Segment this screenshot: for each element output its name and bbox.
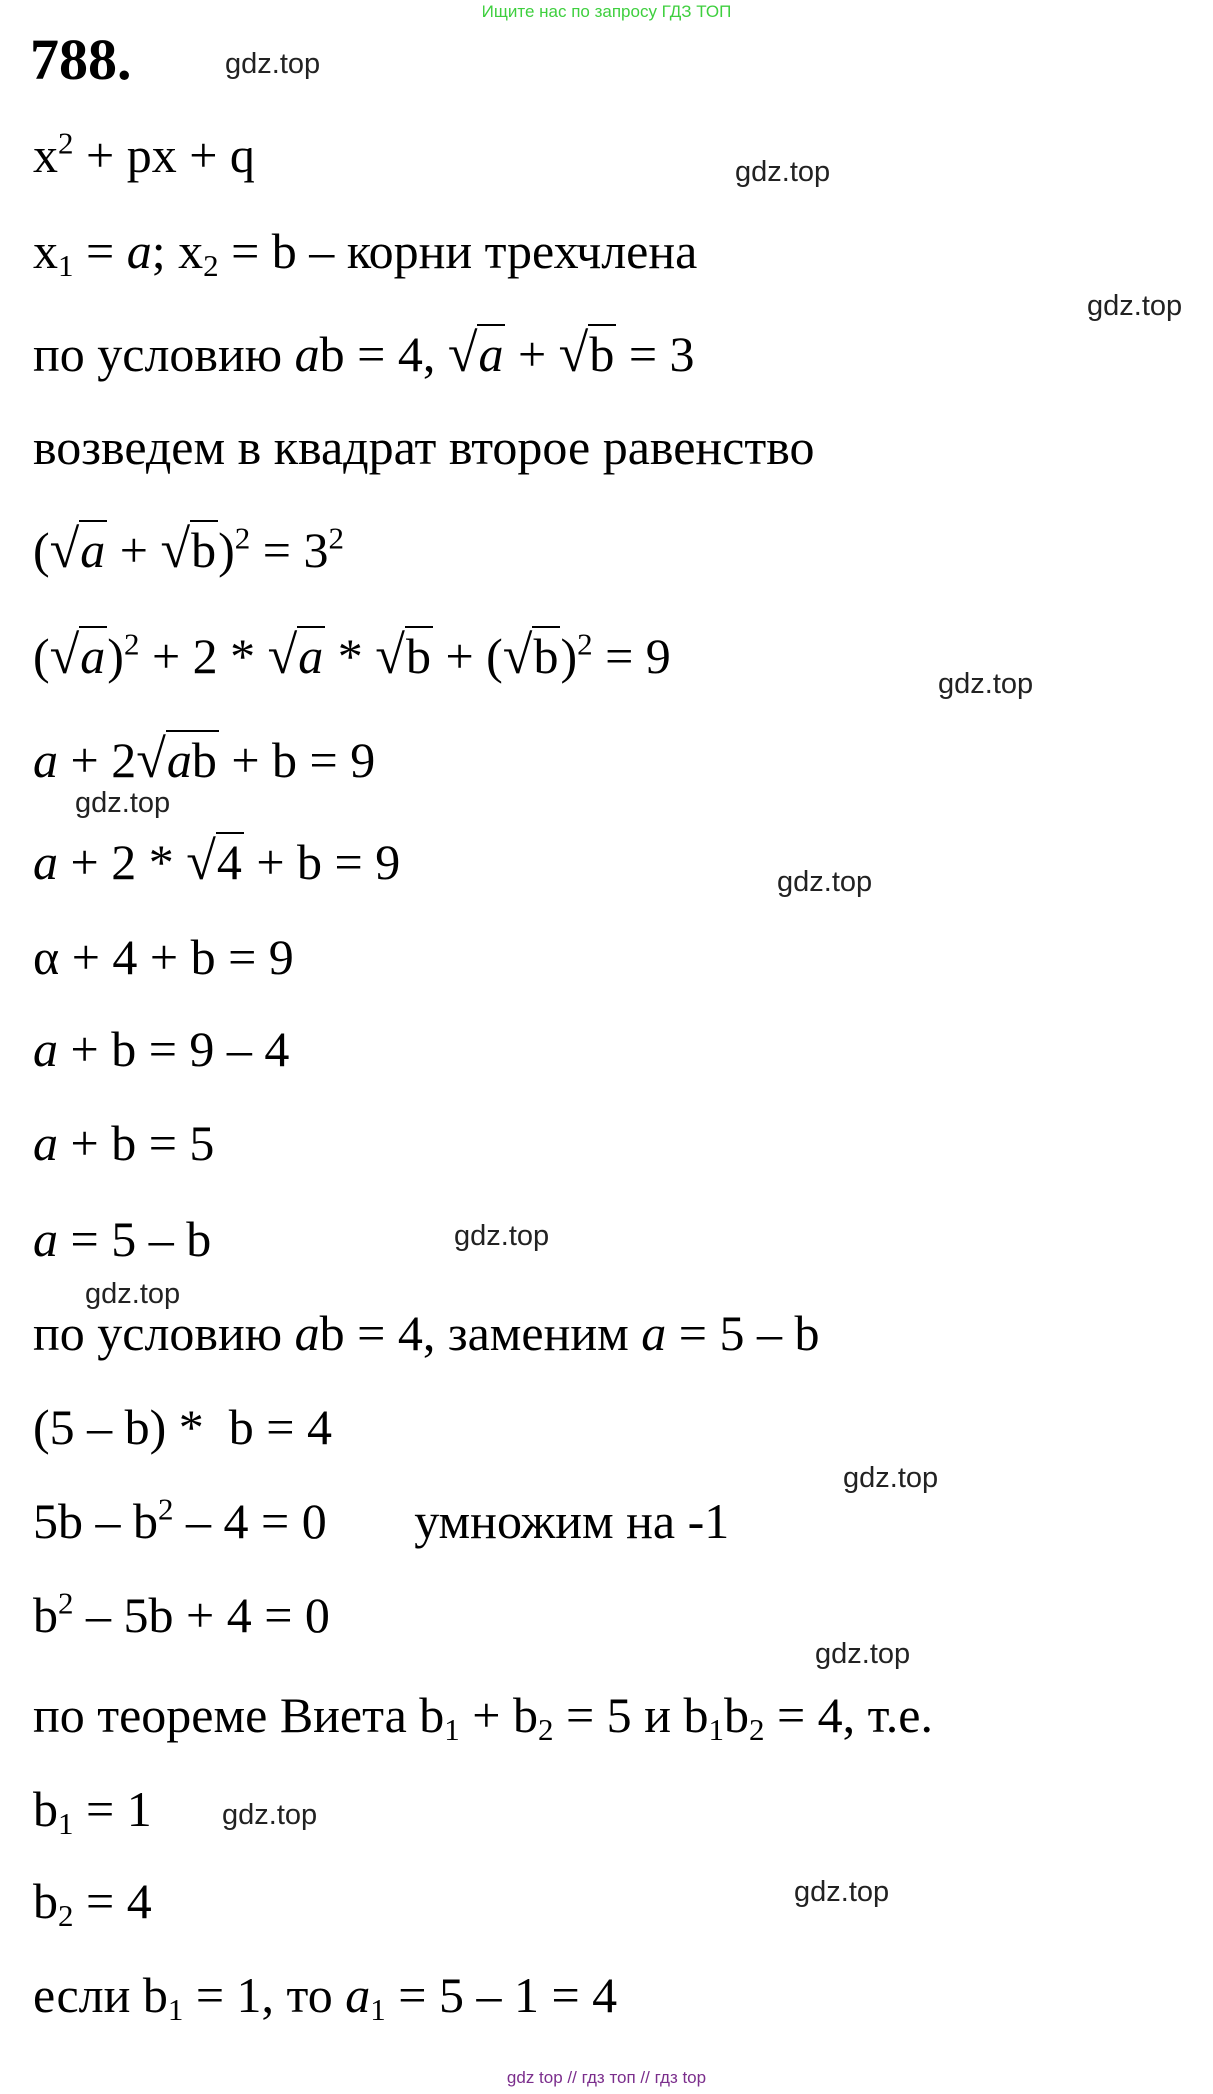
watermark: gdz.top xyxy=(222,1799,318,1831)
watermark: gdz.top xyxy=(735,156,831,188)
text-fragment: по теореме Виета xyxy=(33,1687,407,1743)
text-fragment: и xyxy=(644,1687,671,1743)
text-fragment: если xyxy=(33,1967,131,2023)
text-fragment: умножим на -1 xyxy=(414,1493,730,1549)
math-line: по теореме Виета $b_1 + b_2 = 5$ и $b_1b_2 = 4$, т.е. xyxy=(33,1687,933,1747)
watermark: gdz.top xyxy=(75,787,171,819)
math-line: $x_1 = a$; $x_2 = b$ – корни трехчлена xyxy=(33,223,698,283)
text-fragment: по условию xyxy=(33,1305,283,1361)
text-fragment: заменим xyxy=(447,1305,629,1361)
watermark: gdz.top xyxy=(938,668,1034,700)
footer-links[interactable]: gdz top // гдз топ // гдз top xyxy=(506,2068,707,2087)
math-line: возведем в квадрат второе равенство xyxy=(33,419,815,475)
math-line: $b^2 - 5b + 4 = 0$ xyxy=(33,1585,330,1643)
math-line: по условию ab = 4, √a + √b = 3 xyxy=(33,323,695,383)
math-line: $(√a + √b)^2 = 3^2$ xyxy=(33,519,344,579)
math-line: $b_1 = 1$ xyxy=(33,1781,152,1841)
math-line: a + 2 * √4 + b = 9 xyxy=(33,831,401,891)
watermark: gdz.top xyxy=(815,1638,911,1670)
math-line: $b_2 = 4$ xyxy=(33,1873,152,1933)
math-line: α + 4 + b = 9 xyxy=(33,929,294,985)
watermark: gdz.top xyxy=(454,1220,550,1252)
math-line: a + b = 9 – 4 xyxy=(33,1021,290,1077)
math-line: a + b = 5 xyxy=(33,1115,215,1171)
math-line: (5 – b) * b = 4 xyxy=(33,1399,332,1455)
math-line: a + 2√ab + b = 9 xyxy=(33,729,376,789)
text-fragment: т.е. xyxy=(867,1687,933,1743)
watermark: gdz.top xyxy=(777,866,873,898)
watermark: gdz.top xyxy=(843,1462,939,1494)
top-banner[interactable]: Ищите нас по запросу ГДЗ ТОП xyxy=(481,2,732,21)
watermark: gdz.top xyxy=(1087,290,1183,322)
text-fragment: по условию xyxy=(33,326,283,382)
text-fragment: корни трехчлена xyxy=(346,223,698,279)
watermark: gdz.top xyxy=(225,48,321,80)
math-line: $5b - b^2 - 4 = 0$ умножим на -1 xyxy=(33,1491,730,1549)
math-line: $(√a)^2 + 2 * √a * √b + (√b)^2 = 9$ xyxy=(33,625,671,685)
math-line: a = 5 – b xyxy=(33,1211,212,1267)
text-fragment: то xyxy=(286,1967,333,2023)
watermark: gdz.top xyxy=(85,1278,181,1310)
math-line: $x^2$ + px + q xyxy=(33,125,255,183)
math-line: по условию ab = 4, заменим a = 5 – b xyxy=(33,1305,820,1361)
problem-number: 788. xyxy=(30,27,132,92)
watermark: gdz.top xyxy=(794,1876,890,1908)
math-line: если $b_1 = 1$, то $a_1 = 5 - 1 = 4$ xyxy=(33,1967,618,2027)
